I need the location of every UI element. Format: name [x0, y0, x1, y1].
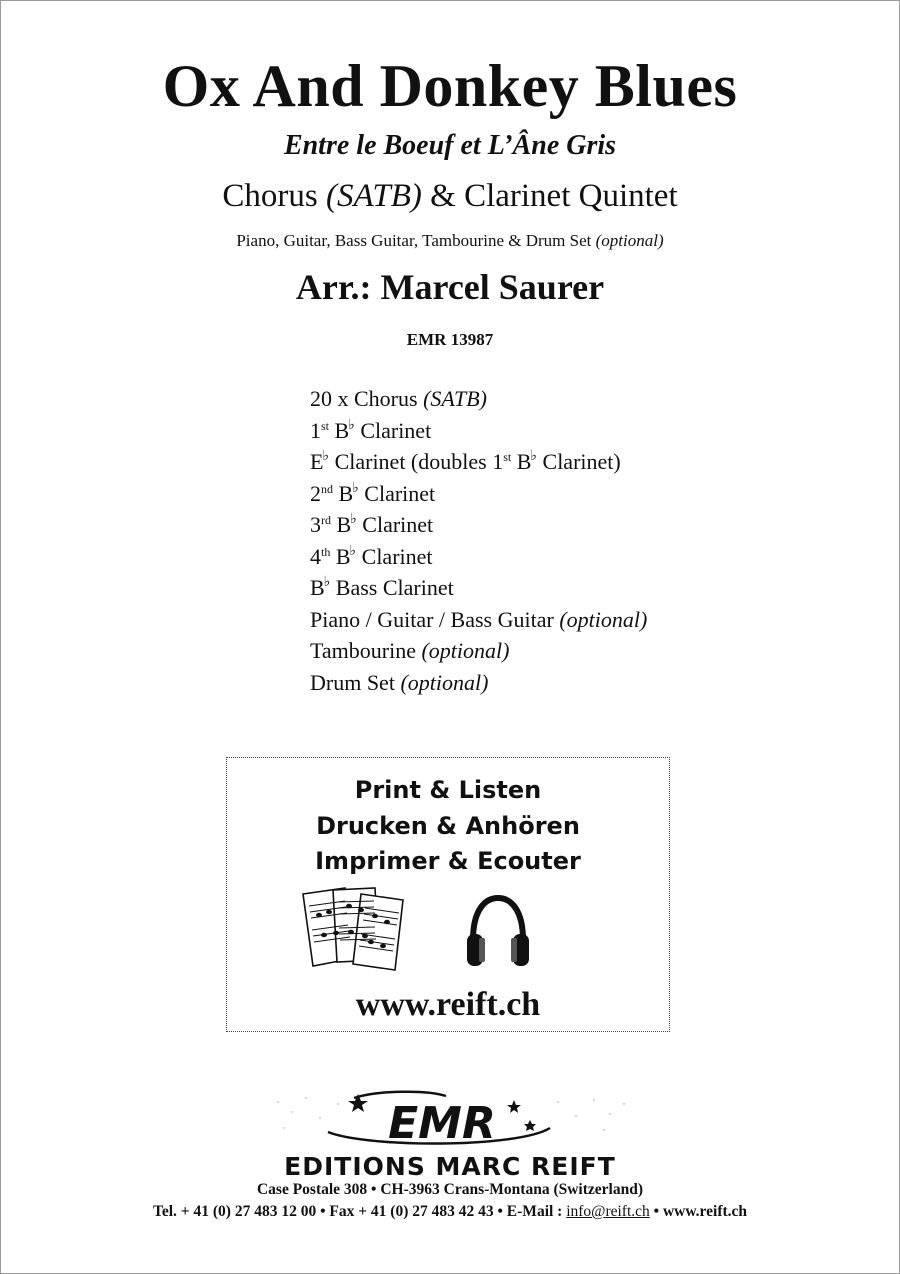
part-clarinet-2: 2nd B♭ Clarinet [310, 480, 436, 506]
key-letter: B [336, 512, 352, 537]
score-title: Ox And Donkey Blues [162, 53, 738, 119]
instrument-name: Clarinet [362, 512, 434, 537]
part-chorus-voices: (SATB) [423, 386, 488, 411]
instrumentation-voices: (SATB) [325, 178, 422, 214]
instrument-name: Clarinet [360, 417, 432, 443]
ordinal-suffix: st [321, 418, 330, 433]
parts-list [310, 383, 770, 698]
part-tambourine [310, 635, 770, 667]
arranger: Arr.: Marcel Saurer [295, 267, 605, 307]
ordinal-number: 1 [310, 417, 321, 443]
ordinal-number: 3 [310, 512, 321, 537]
logo-text: EMR [388, 1098, 496, 1149]
part-drum-set [310, 667, 770, 699]
instrument-name: Piano / Guitar / Bass Guitar [310, 606, 554, 632]
part-clarinet-3: 3rd B♭ Clarinet [310, 512, 434, 537]
ordinal-suffix: rd [321, 513, 331, 527]
part-clarinet-4: 4th B♭ Clarinet [310, 543, 433, 569]
instrument-name: Bass Clarinet [335, 575, 454, 600]
instrumentation-suffix: & Clarinet Quintet [430, 178, 678, 214]
publisher-address: Case Postale 308 • CH-3963 Crans-Montana (Switzerland) [256, 1181, 643, 1198]
key-letter: B [516, 449, 532, 474]
optional-label: (optional) [421, 638, 510, 663]
sheet-music-icon [299, 886, 411, 972]
contact-phone-fax: Tel. + 41 (0) 27 483 12 00 • Fax + 41 (0) 27 483 42 43 • E-Mail : [152, 1203, 563, 1220]
promo-french: Imprimer & Ecouter [315, 847, 581, 875]
instrument-name: Clarinet [364, 480, 436, 506]
promo-german: Drucken & Anhören [316, 812, 580, 840]
key-letter: E [310, 449, 324, 474]
instrument-name: Drum Set [310, 669, 395, 695]
promo-website: www.reift.ch [355, 986, 541, 1023]
instrument-name: Clarinet [361, 543, 433, 569]
part-eflat-clarinet: E♭ Clarinet (doubles 1st B♭ Clarinet) [310, 449, 621, 474]
optional-label: (optional) [559, 606, 648, 632]
catalog-number: EMR 13987 [406, 330, 494, 349]
instrument-name: Tambourine [310, 638, 416, 663]
ordinal-suffix: nd [321, 481, 333, 496]
ordinal-number: 4 [310, 543, 321, 569]
ordinal-number: 2 [310, 480, 321, 506]
email-link[interactable]: info@reift.ch [566, 1203, 650, 1220]
part-chorus [310, 383, 770, 415]
publisher-name: EDITIONS MARC REIFT [284, 1152, 616, 1181]
emr-logo [258, 1088, 642, 1150]
instrument-name: Clarinet (doubles 1 [334, 449, 504, 474]
ordinal-suffix: st [503, 450, 512, 464]
optional-label: (optional) [400, 669, 489, 695]
publisher-contact [0, 1203, 900, 1221]
optional-label: (optional) [595, 231, 664, 250]
optional-instruments-line [0, 231, 900, 251]
part-chorus-count: 20 x Chorus [310, 386, 418, 411]
instrumentation-line [0, 178, 900, 215]
optional-instruments: Piano, Guitar, Bass Guitar, Tambourine & Drum Set [236, 231, 592, 250]
ordinal-suffix: th [321, 544, 331, 559]
headphones-icon [465, 892, 531, 972]
key-letter: B [338, 480, 354, 506]
contact-website: • www.reift.ch [653, 1203, 748, 1220]
score-subtitle: Entre le Boeuf et L’Âne Gris [283, 130, 617, 161]
print-listen-box [226, 757, 670, 1032]
instrument-name: Clarinet) [542, 449, 621, 474]
key-letter: B [334, 417, 350, 443]
part-bass-clarinet: B♭ Bass Clarinet [310, 575, 454, 600]
key-letter: B [310, 575, 325, 600]
part-clarinet-1: 1st B♭ Clarinet [310, 417, 432, 443]
promo-english: Print & Listen [354, 776, 542, 804]
part-piano-guitar-bass [310, 604, 770, 636]
instrumentation-prefix: Chorus [222, 178, 318, 214]
key-letter: B [335, 543, 351, 569]
